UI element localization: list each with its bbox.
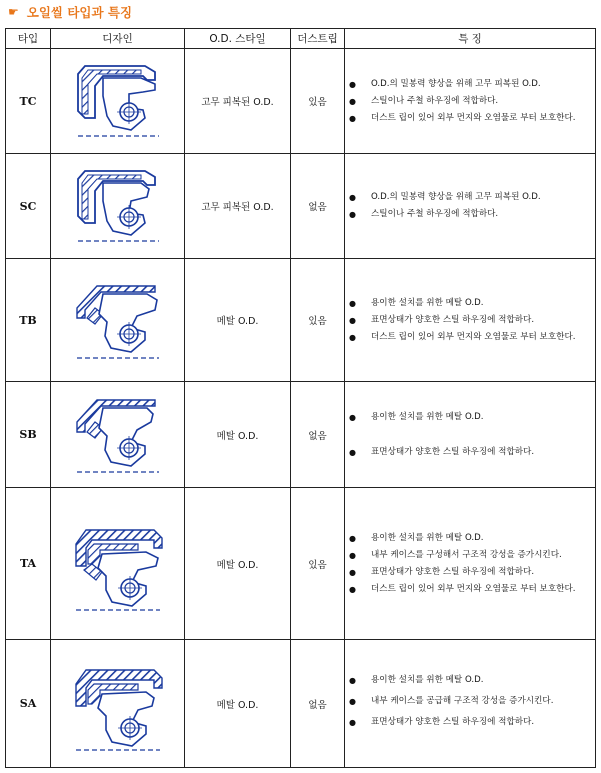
- design-cell: [51, 382, 185, 488]
- design-cell: [51, 49, 185, 154]
- feature-item: ● 더스트 립이 있어 외부 먼지와 오염물로 부터 보호한다.: [345, 329, 595, 346]
- dust-lip-cell: 없음: [291, 640, 345, 768]
- features-cell: [345, 640, 596, 768]
- header-dust-lip: 더스트립: [291, 29, 345, 49]
- features-cell: [345, 488, 596, 640]
- seal-tc-icon: [73, 56, 163, 146]
- table-header-row: [6, 29, 596, 49]
- dust-lip-cell: 없음: [291, 154, 345, 259]
- seal-sc-icon: [73, 161, 163, 251]
- features-list: [345, 189, 595, 223]
- seal-tb-icon: [73, 274, 163, 366]
- feature-item: ● 더스트 립이 있어 외부 먼지와 오염물로 부터 보호한다.: [345, 110, 595, 127]
- design-cell: [51, 154, 185, 259]
- feature-item: ● 더스트 립이 있어 외부 먼지와 오염물로 부터 보호한다.: [345, 581, 595, 598]
- type-cell: TC: [6, 49, 51, 154]
- seal-sb-icon: [73, 390, 163, 480]
- features-cell: [345, 259, 596, 382]
- features-cell: [345, 49, 596, 154]
- feature-item: ● 표면상태가 양호한 스틸 하우징에 적합하다.: [345, 444, 595, 461]
- feature-item: ● 표면상태가 양호한 스틸 하우징에 적합하다.: [345, 714, 595, 731]
- feature-item: ● 표면상태가 양호한 스틸 하우징에 적합하다.: [345, 564, 595, 581]
- feature-item: ● 스틸이나 주철 하우징에 적합하다.: [345, 93, 595, 110]
- design-cell: [51, 640, 185, 768]
- header-type: 타입: [6, 29, 51, 49]
- feature-item: ● O.D.의 밀봉력 향상을 위해 고무 피복된 O.D.: [345, 76, 595, 93]
- header-features: 특 징: [345, 29, 596, 49]
- dust-lip-cell: 있음: [291, 488, 345, 640]
- od-style-cell: 고무 피복된 O.D.: [185, 49, 291, 154]
- type-cell: SC: [6, 154, 51, 259]
- features-list: [345, 76, 595, 127]
- table-row-sc: [6, 154, 596, 259]
- seal-sa-icon: [72, 654, 164, 754]
- seal-type-table: [5, 28, 596, 768]
- od-style-cell: 메탈 O.D.: [185, 382, 291, 488]
- type-cell: SA: [6, 640, 51, 768]
- feature-item: ● 내부 케이스를 구성해서 구조적 강성을 증가시킨다.: [345, 547, 595, 564]
- dust-lip-cell: 있음: [291, 49, 345, 154]
- table-row-sa: [6, 640, 596, 768]
- feature-item: ● 내부 케이스를 공급해 구조적 강성을 증가시킨다.: [345, 693, 595, 710]
- feature-item: ● 스틸이나 주철 하우징에 적합하다.: [345, 206, 595, 223]
- seal-ta-icon: [72, 514, 164, 614]
- od-style-cell: 메탈 O.D.: [185, 259, 291, 382]
- features-list: [345, 530, 595, 598]
- feature-item: ● 용이한 설치를 위한 메탈 O.D.: [345, 530, 595, 547]
- features-cell: [345, 154, 596, 259]
- feature-item: ● O.D.의 밀봉력 향상을 위해 고무 피복된 O.D.: [345, 189, 595, 206]
- dust-lip-cell: 있음: [291, 259, 345, 382]
- features-list: [345, 409, 595, 461]
- dust-lip-cell: 없음: [291, 382, 345, 488]
- feature-item: ● 용이한 설치를 위한 메탈 O.D.: [345, 672, 595, 689]
- feature-item: ● 용이한 설치를 위한 메탈 O.D.: [345, 409, 595, 426]
- table-row-tc: [6, 49, 596, 154]
- table-row-tb: [6, 259, 596, 382]
- od-style-cell: 메탈 O.D.: [185, 640, 291, 768]
- type-cell: SB: [6, 382, 51, 488]
- type-cell: TB: [6, 259, 51, 382]
- features-list: [345, 295, 595, 346]
- pointing-hand-icon: ☛: [8, 5, 19, 19]
- od-style-cell: 메탈 O.D.: [185, 488, 291, 640]
- table-row-sb: [6, 382, 596, 488]
- table-row-ta: [6, 488, 596, 640]
- features-cell: [345, 382, 596, 488]
- feature-item: ● 용이한 설치를 위한 메탈 O.D.: [345, 295, 595, 312]
- header-od-style: O.D. 스타일: [185, 29, 291, 49]
- page-title-text: 오일씰 타입과 특징: [26, 5, 133, 20]
- od-style-cell: 고무 피복된 O.D.: [185, 154, 291, 259]
- design-cell: [51, 488, 185, 640]
- design-cell: [51, 259, 185, 382]
- feature-item: ● 표면상태가 양호한 스틸 하우징에 적합하다.: [345, 312, 595, 329]
- header-design: 디자인: [51, 29, 185, 49]
- features-list: [345, 672, 595, 731]
- page-title: [8, 3, 132, 21]
- type-cell: TA: [6, 488, 51, 640]
